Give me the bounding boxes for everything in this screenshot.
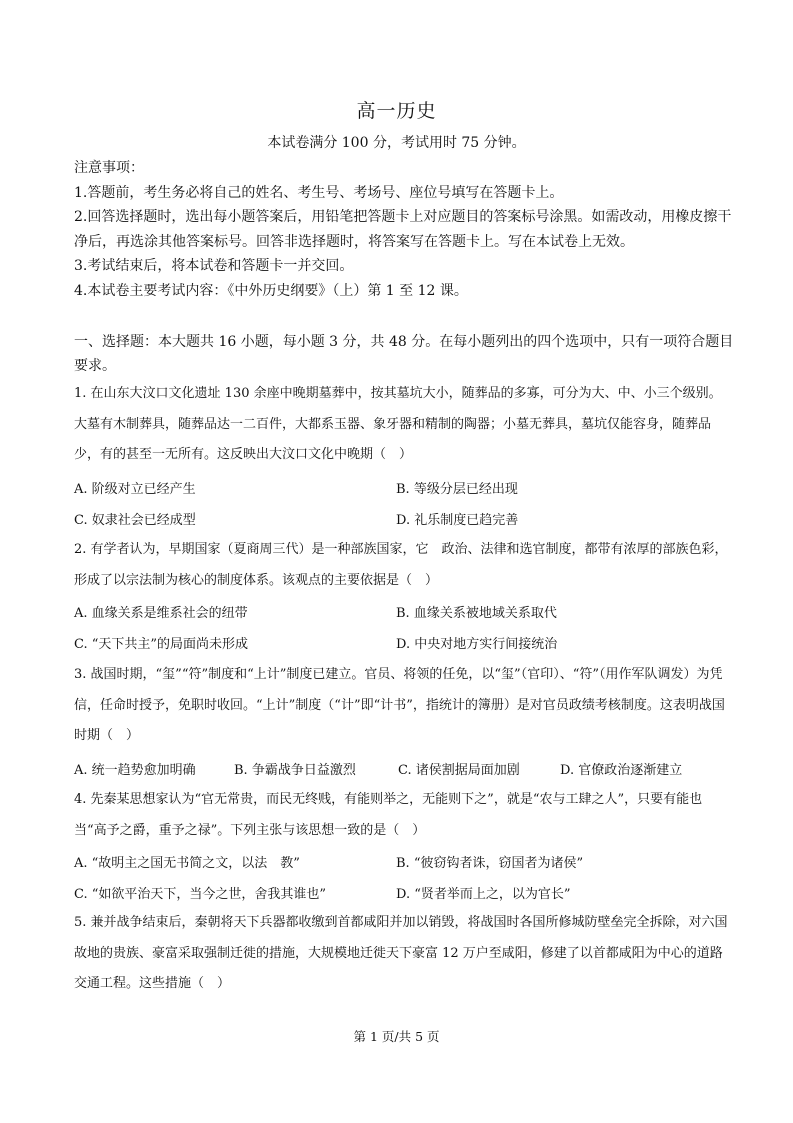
option: C. “如欲平治天下，当今之世，舍我其谁也” xyxy=(74,887,327,902)
option: B. 争霸战争日益激烈 xyxy=(234,763,356,778)
option: B. 等级分层已经出现 xyxy=(396,482,518,497)
option: D. 礼乐制度已趋完善 xyxy=(396,513,519,528)
option: A. “故明主之国无书简之文，以法 教” xyxy=(74,856,300,871)
option: D. 官僚政治逐渐建立 xyxy=(560,763,683,778)
option: C. “天下共主”的局面尚未形成 xyxy=(74,637,249,652)
exam-info: 本试卷满分 100 分，考试用时 75 分钟。 xyxy=(267,135,526,151)
question-stem: 4. 先秦某思想家认为“官无常贵，而民无终贱，有能则举之，无能则下之”，就是“农与工肆之人”，只要有能也当“高予之爵，重予之禄”。下列主张与该思想一致的是（ ） xyxy=(74,792,703,838)
option: B. 血缘关系被地域关系取代 xyxy=(396,606,557,621)
notes-block xyxy=(74,156,734,303)
question-stem: 3. 战国时期，“玺”“符”制度和“上计”制度已建立。官员、将领的任免，以“玺”（官印）、“符”（用作军队调发）为凭信，任命时授予，免职时收回。“上计”制度（“计”即“计书”，指统计的簿册）是对官员政绩考核制度。这表明战国时期（ ） xyxy=(74,667,725,743)
question-stem: 5. 兼并战争结束后，秦朝将天下兵器都收缴到首都咸阳并加以销毁，将战国时各国所修城防壁垒完全拆除，对六国故地的贵族、豪富采取强制迁徙的措施，大规模地迁徙天下豪富 12 万户至咸阳，修建了以首都咸阳为中心的道路交通工程。这些措施（ ） xyxy=(74,915,728,991)
notes-heading: 注意事项： xyxy=(74,160,144,176)
notes-item: 3.考试结束后，将本试卷和答题卡一并交回。 xyxy=(74,258,354,274)
option: C. 奴隶社会已经成型 xyxy=(74,513,196,528)
option: C. 诸侯割据局面加剧 xyxy=(398,763,520,778)
option: A. 血缘关系是维系社会的纽带 xyxy=(74,606,248,621)
notes-item: 1.答题前，考生务必将自己的姓名、考生号、考场号、座位号填写在答题卡上。 xyxy=(74,184,564,201)
page-title: 高一历史 xyxy=(356,100,437,122)
question-options xyxy=(74,846,734,908)
question-stem: 1. 在山东大汶口文化遗址 130 余座中晚期墓葬中，按其墓坑大小，随葬品的多寡，可分为大、中、小三个级别。大墓有木制葬具，随葬品达一二百件，大都系玉器、象牙器和精制的陶器；小墓无葬具，墓坑仅能容身，随葬品少，有的甚至一无所有。这反映出大汶口文化中晚期（ ） xyxy=(74,386,722,462)
question-options xyxy=(74,596,734,658)
option: A. 统一趋势愈加明确 xyxy=(74,763,196,778)
option: D. 中央对地方实行间接统治 xyxy=(396,637,558,652)
question-options xyxy=(74,753,734,784)
section-heading: 一、选择题：本大题共 16 小题，每小题 3 分，共 48 分。在每小题列出的四个选项中，只有一项符合题目要求。 xyxy=(74,334,734,374)
notes-item: 4.本试卷主要考试内容：《中外历史纲要》（上）第 1 至 12 课。 xyxy=(74,282,468,299)
option: A. 阶级对立已经产生 xyxy=(74,482,196,497)
question-options xyxy=(74,472,734,534)
option: D. “贤者举而上之，以为官长” xyxy=(396,887,571,902)
option: B. “彼窃钩者诛，窃国者为诸侯” xyxy=(396,856,584,871)
notes-item: 2.回答选择题时，选出每小题答案后，用铅笔把答题卡上对应题目的答案标号涂黑。如需改动，用橡皮擦干净后，再选涂其他答案标号。回答非选择题时，将答案写在答题卡上。写在本试卷上无效。 xyxy=(74,209,732,250)
question-stem: 2. 有学者认为，早期国家（夏商周三代）是一种部族国家，它 政治、法律和选官制度，都带有浓厚的部族色彩，形成了以宗法制为核心的制度体系。该观点的主要依据是（ ） xyxy=(74,542,728,588)
page-number: 第 1 页/共 5 页 xyxy=(353,1029,440,1044)
